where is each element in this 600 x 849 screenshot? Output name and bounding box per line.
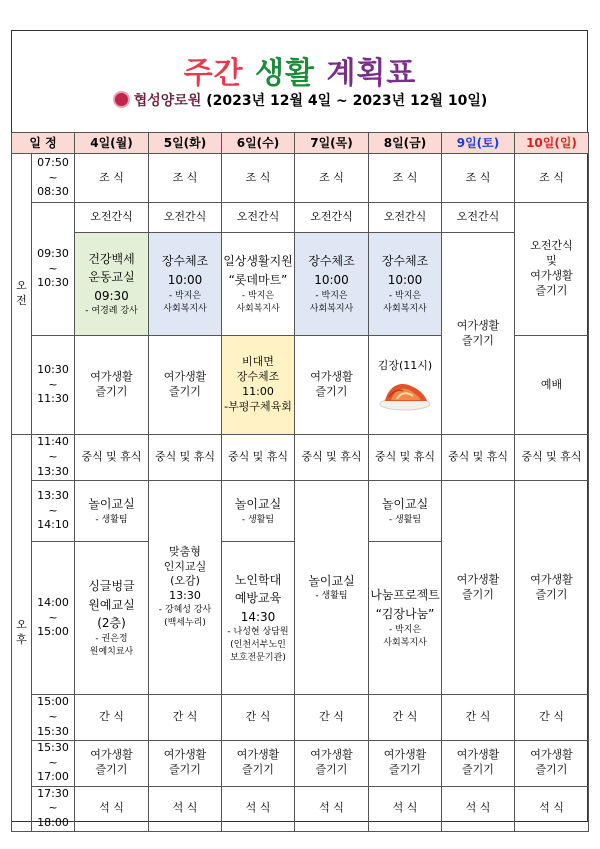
cell-fri-1530 xyxy=(369,740,442,786)
am-label-text: 오전 xyxy=(16,279,27,307)
cell-sat-1530 xyxy=(442,740,515,786)
cell-mon-lunch: 중식 및 휴식 xyxy=(75,435,149,481)
instructor-role: 사회복지사 xyxy=(236,303,280,314)
instructor: - 생활팀 xyxy=(388,514,422,525)
line: 즐기기 xyxy=(535,587,568,601)
cell-thu-dinner: 석 식 xyxy=(295,786,369,832)
line: 즐기기 xyxy=(242,763,274,777)
cell-sun-breakfast: 조 식 xyxy=(515,154,589,203)
line: 여가생활 xyxy=(163,370,207,384)
time-1400 xyxy=(32,542,75,695)
time-sep: ~ xyxy=(48,170,58,184)
instructor-role: 사회복지사 xyxy=(163,303,207,314)
line: 즐기기 xyxy=(389,763,421,777)
title-part-3: 계획표 xyxy=(326,56,417,91)
time-end: 17:00 xyxy=(37,770,69,784)
cell-fri-1400 xyxy=(369,542,442,695)
line: 즐기기 xyxy=(169,763,201,777)
line: 놀이교실 xyxy=(88,497,135,512)
line: 10:00 xyxy=(387,272,423,287)
cell-wed-breakfast: 조 식 xyxy=(222,154,295,203)
row-1140 xyxy=(12,435,589,481)
time-sep: ~ xyxy=(48,610,58,624)
line: 여가생활 xyxy=(456,318,500,332)
cell-wed-1030 xyxy=(222,336,295,435)
time-1500 xyxy=(32,695,75,741)
instructor-role: 사회복지사 xyxy=(309,303,354,314)
schedule-header: 일 정 xyxy=(12,133,75,154)
instructor: - 나성현 상담원 xyxy=(227,627,289,638)
time-end: 13:30 xyxy=(37,464,69,478)
line: 즐기기 xyxy=(535,283,568,297)
line: 여가생활 xyxy=(456,748,500,762)
instructor-org: (백세누리) xyxy=(164,618,206,629)
cell-sat-breakfast: 조 식 xyxy=(442,154,515,203)
line: 여가생활 xyxy=(530,572,573,586)
time-start: 11:40 xyxy=(37,435,69,449)
instructor-org: (인천서부노인 xyxy=(230,640,286,651)
row-1500 xyxy=(12,695,589,741)
cell-fri-0930 xyxy=(369,233,442,336)
line: 여가생활 xyxy=(90,748,133,762)
time-0930 xyxy=(32,203,75,336)
row-1530 xyxy=(12,740,589,786)
title-part-2: 생활 xyxy=(255,56,315,91)
cell-thu-play xyxy=(295,481,369,695)
line: 여가생활 xyxy=(530,269,573,282)
time-sep: ~ xyxy=(48,503,58,517)
row-0930-program xyxy=(12,233,589,336)
cell-sun-snack: 간 식 xyxy=(515,695,589,741)
cell-tue-snack-am: 오전간식 xyxy=(149,203,222,233)
line: 09:30 xyxy=(94,288,129,303)
cell-wed-play xyxy=(222,481,295,542)
time-1140 xyxy=(32,435,75,481)
cell-sun-lunch: 중식 및 휴식 xyxy=(515,435,589,481)
pm-label-text: 오후 xyxy=(16,618,27,647)
time-1530 xyxy=(32,740,75,786)
cell-mon-dinner: 석 식 xyxy=(75,786,149,832)
cell-mon-snack: 간 식 xyxy=(75,695,149,741)
page-title xyxy=(0,48,600,92)
line: 싱글벙글 xyxy=(88,579,135,594)
kimchi-image xyxy=(377,377,433,411)
cell-sun-leisure-pm xyxy=(515,481,589,695)
cell-mon-play xyxy=(75,481,149,542)
header-row xyxy=(12,133,589,154)
line: 놀이교실 xyxy=(381,497,429,512)
line: 예방교육 xyxy=(234,591,282,606)
cell-thu-breakfast: 조 식 xyxy=(295,154,369,203)
line: “롯데마트” xyxy=(228,272,288,287)
line: 일상생활지원 xyxy=(223,254,293,269)
cell-tue-0930 xyxy=(149,233,222,336)
time-0750 xyxy=(32,154,75,203)
cell-thu-lunch: 중식 및 휴식 xyxy=(295,435,369,481)
time-sep: ~ xyxy=(48,709,58,723)
line: 놀이교실 xyxy=(308,573,355,588)
instructor-role: 원예치료사 xyxy=(89,646,134,657)
line: 여가생활 xyxy=(236,748,280,762)
line: 13:30 xyxy=(169,589,201,603)
cell-wed-0930 xyxy=(222,233,295,336)
day-header-fri: 8일(금) xyxy=(369,133,442,154)
line: 즐기기 xyxy=(95,763,128,777)
line: 11:00 xyxy=(242,385,274,398)
cell-tue-1530 xyxy=(149,740,222,786)
cell-fri-snack-am: 오전간식 xyxy=(369,203,442,233)
day-header-sun: 10일(일) xyxy=(515,133,589,154)
line: 즐기기 xyxy=(462,763,494,777)
time-1330 xyxy=(32,481,75,542)
cell-mon-1030 xyxy=(75,336,149,435)
cell-wed-lunch: 중식 및 휴식 xyxy=(222,435,295,481)
line: (오감) xyxy=(170,574,200,588)
cell-wed-1400 xyxy=(222,542,295,695)
time-end: 10:30 xyxy=(37,276,69,290)
cell-thu-1030 xyxy=(295,336,369,435)
instructor: - 생활팀 xyxy=(95,514,128,525)
cell-wed-snack-am: 오전간식 xyxy=(222,203,295,233)
line: 장수체조 xyxy=(308,254,355,269)
cell-tue-custom xyxy=(149,481,222,695)
line: 즐기기 xyxy=(95,385,128,398)
line: 오전간식 xyxy=(530,239,573,253)
line: 나눔프로젝트 xyxy=(370,588,440,603)
cell-thu-snack: 간 식 xyxy=(295,695,369,741)
line: 여가생활 xyxy=(383,748,427,762)
line: 즐기기 xyxy=(535,763,568,777)
cell-wed-snack: 간 식 xyxy=(222,695,295,741)
line: 여가생활 xyxy=(310,370,353,384)
instructor: - 권은정 xyxy=(95,633,128,644)
title-part-1: 주간 xyxy=(183,56,244,91)
cell-sat-snack-am: 오전간식 xyxy=(442,203,515,233)
line: -부평구체육회 xyxy=(224,399,292,413)
instructor: - 박지은 xyxy=(241,290,275,301)
am-label xyxy=(12,154,32,435)
line: 여가생활 xyxy=(310,748,353,762)
line: 즐기기 xyxy=(169,385,201,398)
cell-fri-1030 xyxy=(369,336,442,435)
line: 즐기기 xyxy=(315,763,348,777)
instructor-org: 보호전문기관) xyxy=(230,653,286,664)
time-start: 17:30 xyxy=(37,786,69,800)
line: 놀이교실 xyxy=(234,497,282,512)
line: 즐기기 xyxy=(462,333,494,347)
line: 즐기기 xyxy=(315,385,348,398)
line: 장수체조 xyxy=(236,370,280,384)
line: 및 xyxy=(546,254,557,268)
period: (2023년 12월 4일 ~ 2023년 12월 10일) xyxy=(206,93,488,109)
time-end: 14:10 xyxy=(37,518,69,532)
line: 여가생활 xyxy=(163,748,207,762)
cell-mon-breakfast: 조 식 xyxy=(75,154,149,203)
cell-mon-1530 xyxy=(75,740,149,786)
instructor: - 박지은 xyxy=(168,290,202,301)
time-start: 13:30 xyxy=(37,488,69,502)
cell-mon-0930 xyxy=(75,233,149,336)
schedule-table xyxy=(11,132,589,832)
cell-fri-lunch: 중식 및 휴식 xyxy=(369,435,442,481)
line: 맞춤형 xyxy=(169,544,201,558)
subtitle xyxy=(0,90,600,110)
cell-sun-dinner: 석 식 xyxy=(515,786,589,832)
cell-sat-dinner: 석 식 xyxy=(442,786,515,832)
instructor-role: 사회복지사 xyxy=(383,303,427,314)
cell-fri-dinner: 석 식 xyxy=(369,786,442,832)
time-end: 11:30 xyxy=(37,392,69,406)
line: 노인학대 xyxy=(234,572,282,587)
instructor-role: 사회복지사 xyxy=(383,637,427,648)
instructor: - 강혜성 강사 xyxy=(158,605,212,616)
line: 10:00 xyxy=(314,272,349,287)
line: 여가생활 xyxy=(530,748,573,762)
instructor: - 여경례 강사 xyxy=(85,306,138,317)
cell-tue-snack: 간 식 xyxy=(149,695,222,741)
line: 원예교실 xyxy=(88,597,135,612)
time-start: 15:00 xyxy=(37,695,69,708)
line: 즐기기 xyxy=(462,587,494,601)
time-sep: ~ xyxy=(48,377,58,391)
org-name: 협성양로원 xyxy=(133,93,202,109)
time-sep: ~ xyxy=(48,755,58,769)
time-1730 xyxy=(32,786,75,832)
line: 비대면 xyxy=(242,355,274,369)
line: (2층) xyxy=(97,616,126,631)
cell-wed-1530 xyxy=(222,740,295,786)
cell-mon-snack-am: 오전간식 xyxy=(75,203,149,233)
time-sep: ~ xyxy=(48,450,58,464)
org-logo-icon xyxy=(113,91,130,108)
day-header-wed: 6일(수) xyxy=(222,133,295,154)
instructor: - 박지은 xyxy=(315,290,348,301)
time-start: 14:00 xyxy=(37,595,69,609)
cell-tue-breakfast: 조 식 xyxy=(149,154,222,203)
day-header-tue: 5일(화) xyxy=(149,133,222,154)
line: 운동교실 xyxy=(88,270,135,285)
cell-tue-lunch: 중식 및 휴식 xyxy=(149,435,222,481)
row-0930-snack xyxy=(12,203,589,233)
time-start: 10:30 xyxy=(37,362,69,376)
instructor: - 박지은 xyxy=(388,624,422,635)
cell-thu-1530 xyxy=(295,740,369,786)
day-header-thu: 7일(목) xyxy=(295,133,369,154)
line: 10:00 xyxy=(167,272,203,287)
time-1030 xyxy=(32,336,75,435)
line: “김장나눔” xyxy=(375,606,435,621)
cell-sun-1530 xyxy=(515,740,589,786)
cell-tue-dinner: 석 식 xyxy=(149,786,222,832)
time-end: 08:30 xyxy=(37,185,69,199)
row-1730 xyxy=(12,786,589,832)
cell-sat-leisure-am xyxy=(442,233,515,435)
kimchi-label: 김장(11시) xyxy=(377,358,433,372)
row-0750 xyxy=(12,154,589,203)
line: 장수체조 xyxy=(381,254,429,269)
cell-sun-morning xyxy=(515,203,589,336)
time-end: 18:00 xyxy=(37,816,69,830)
cell-sun-worship: 예배 xyxy=(515,336,589,435)
cell-thu-0930 xyxy=(295,233,369,336)
cell-thu-snack-am: 오전간식 xyxy=(295,203,369,233)
cell-fri-play xyxy=(369,481,442,542)
cell-fri-snack: 간 식 xyxy=(369,695,442,741)
cell-mon-1400 xyxy=(75,542,149,695)
time-end: 15:00 xyxy=(37,625,69,639)
time-end: 15:30 xyxy=(37,724,69,738)
time-sep: ~ xyxy=(48,261,58,275)
instructor: - 생활팀 xyxy=(241,514,275,525)
pm-label xyxy=(12,435,32,832)
cell-wed-dinner: 석 식 xyxy=(222,786,295,832)
row-1330 xyxy=(12,481,589,542)
instructor: - 박지은 xyxy=(388,290,422,301)
time-start: 15:30 xyxy=(37,740,69,754)
time-start: 09:30 xyxy=(37,246,69,260)
time-sep: ~ xyxy=(48,801,58,815)
instructor: - 생활팀 xyxy=(315,591,348,602)
cell-tue-1030 xyxy=(149,336,222,435)
line: 14:30 xyxy=(240,609,276,624)
cell-fri-breakfast: 조 식 xyxy=(369,154,442,203)
line: 여가생활 xyxy=(456,572,500,586)
line: 인지교실 xyxy=(163,559,207,573)
cell-sat-snack: 간 식 xyxy=(442,695,515,741)
line: 건강백세 xyxy=(88,251,135,266)
cell-sat-leisure-pm xyxy=(442,481,515,695)
day-header-mon: 4일(월) xyxy=(75,133,149,154)
line: 장수체조 xyxy=(161,254,209,269)
cell-sat-lunch: 중식 및 휴식 xyxy=(442,435,515,481)
line: 여가생활 xyxy=(90,370,133,384)
time-start: 07:50 xyxy=(37,155,69,169)
day-header-sat: 9일(토) xyxy=(442,133,515,154)
